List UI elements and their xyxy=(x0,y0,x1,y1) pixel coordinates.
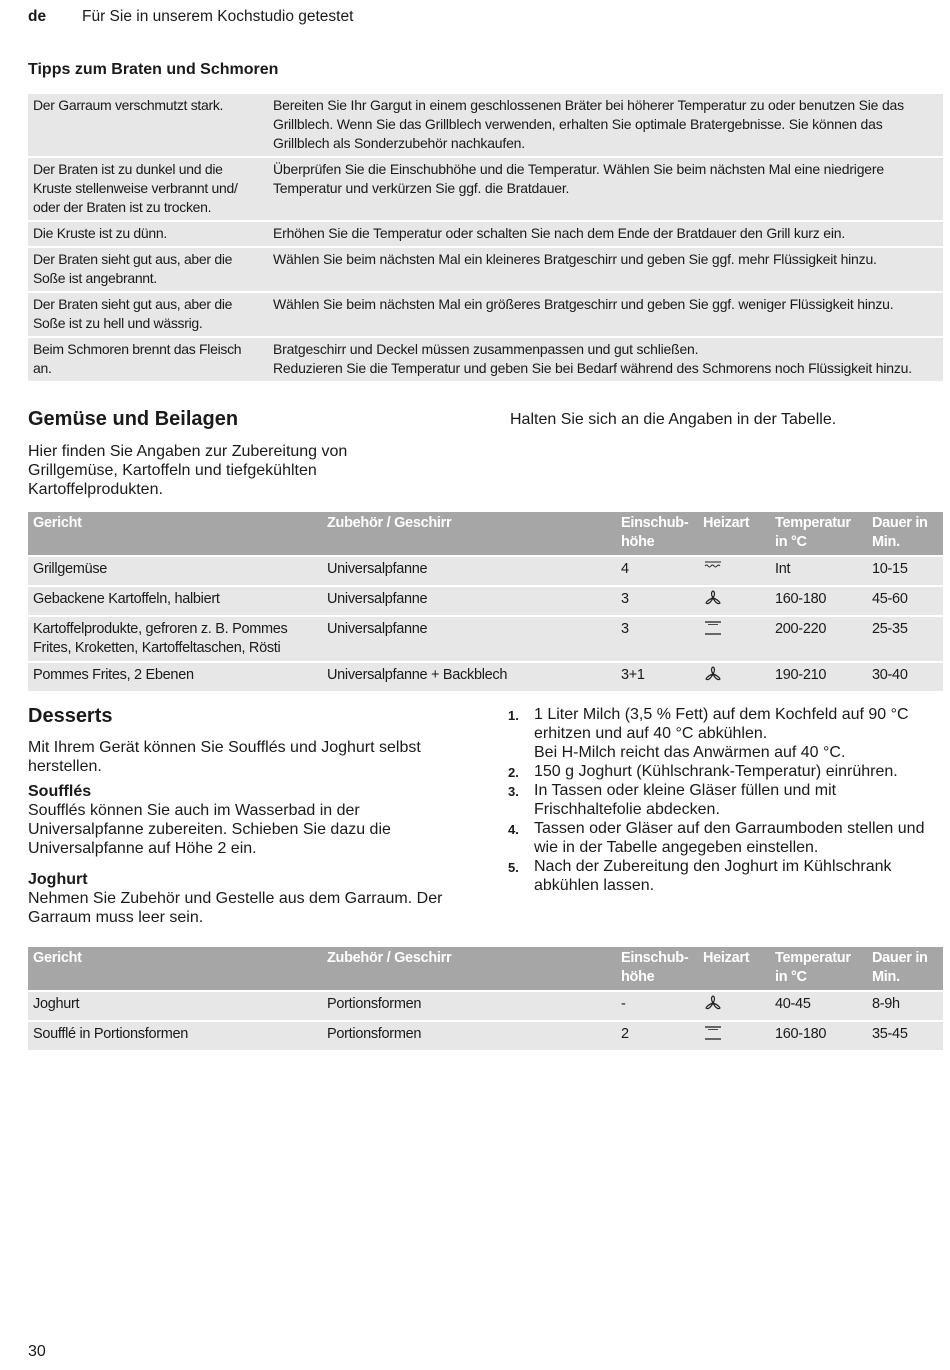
cell-temperatur: Int xyxy=(770,556,867,586)
step-item xyxy=(508,857,938,895)
fan-icon xyxy=(703,995,723,1017)
step-number: 1. xyxy=(508,708,519,723)
table-row xyxy=(28,991,943,1021)
step-number: 3. xyxy=(508,784,519,799)
fan-icon xyxy=(703,590,723,612)
cell-temperatur: 190-210 xyxy=(770,662,867,691)
cell-heizart xyxy=(698,616,770,662)
table-row xyxy=(28,1021,943,1050)
tipp-row xyxy=(28,221,943,247)
table-row xyxy=(28,586,943,616)
step-number: 4. xyxy=(508,822,519,837)
tipp-solution-line: Wählen Sie beim nächsten Mal ein größeres Bratgeschirr und geben Sie ggf. weniger Flüssigkeit hinzu. xyxy=(273,296,894,312)
language-code: de xyxy=(28,8,47,25)
col-einschub: Einschub-höhe xyxy=(616,512,698,556)
cell-einschub: 3 xyxy=(616,616,698,662)
cell-gericht: Pommes Frites, 2 Ebenen xyxy=(28,662,322,691)
tipp-solution xyxy=(268,157,943,221)
cell-einschub: - xyxy=(616,991,698,1021)
col-einschub: Einschub-höhe xyxy=(616,947,698,991)
cell-gericht: Kartoffelprodukte, gefroren z. B. Pommes Frites, Kroketten, Kartoffeltaschen, Rösti xyxy=(28,616,322,662)
tipp-solution xyxy=(268,292,943,337)
step-item xyxy=(508,819,938,857)
tipp-solution-line: Bratgeschirr und Deckel müssen zusammenpassen und gut schließen. xyxy=(273,341,699,357)
desserts-table xyxy=(28,947,943,1050)
cell-dauer: 8-9h xyxy=(867,991,943,1021)
tipp-solution xyxy=(268,247,943,292)
tipp-solution xyxy=(268,221,943,247)
tipp-solution-line: Wählen Sie beim nächsten Mal ein kleineres Bratgeschirr und geben Sie ggf. mehr Flüssigkeit hinzu. xyxy=(273,251,877,267)
cell-gericht: Gebackene Kartoffeln, halbiert xyxy=(28,586,322,616)
chapter-title: Für Sie in unserem Kochstudio getestet xyxy=(82,8,354,25)
step-item xyxy=(508,705,938,762)
step-text: 1 Liter Milch (3,5 % Fett) auf dem Kochfeld auf 90 °C erhitzen und auf 40 °C abkühlen. xyxy=(534,706,909,742)
tipps-table xyxy=(28,94,943,383)
step-text: Tassen oder Gläser auf den Garraumboden stellen und wie in der Tabelle angegeben einstellen. xyxy=(534,820,925,856)
cell-zubehoer: Portionsformen xyxy=(322,1021,616,1050)
cell-einschub: 3 xyxy=(616,586,698,616)
tipp-row xyxy=(28,337,943,382)
col-gericht: Gericht xyxy=(28,947,322,991)
col-gericht: Gericht xyxy=(28,512,322,556)
col-dauer: Dauer in Min. xyxy=(867,947,943,991)
step-item xyxy=(508,762,938,781)
tipp-solution-line: Bereiten Sie Ihr Gargut in einem geschlossenen Bräter bei höherer Temperatur zu oder benutzen Sie das Grillblech. Wenn Sie das Grillblech verwenden, erhalten Sie optimale Bratergebnisse. Sie können das Grillblech als Sonderzubehör nachkaufen. xyxy=(273,97,904,151)
cell-einschub: 2 xyxy=(616,1021,698,1050)
tipp-row xyxy=(28,157,943,221)
tipp-problem: Die Kruste ist zu dünn. xyxy=(28,221,268,247)
cell-temperatur: 40-45 xyxy=(770,991,867,1021)
cell-temperatur: 160-180 xyxy=(770,586,867,616)
table-row xyxy=(28,616,943,662)
cell-heizart xyxy=(698,662,770,691)
cell-zubehoer: Portionsformen xyxy=(322,991,616,1021)
cell-temperatur: 200-220 xyxy=(770,616,867,662)
tipp-problem: Der Garraum verschmutzt stark. xyxy=(28,94,268,157)
joghurt-text: Nehmen Sie Zubehör und Gestelle aus dem Garraum. Der Garraum muss leer sein. xyxy=(28,890,443,926)
cell-zubehoer: Universalpfanne xyxy=(322,586,616,616)
cell-heizart xyxy=(698,1021,770,1050)
table-row xyxy=(28,556,943,586)
tipp-solution-line: Erhöhen Sie die Temperatur oder schalten Sie nach dem Ende der Bratdauer den Grill kurz ein. xyxy=(273,225,846,241)
step-number: 5. xyxy=(508,860,519,875)
tipps-title: Tipps zum Braten und Schmoren xyxy=(28,61,279,78)
tipp-solution xyxy=(268,337,943,382)
top-bottom-heat-icon xyxy=(703,1025,723,1047)
step-text: 150 g Joghurt (Kühlschrank-Temperatur) einrühren. xyxy=(534,763,898,780)
cell-gericht: Soufflé in Portionsformen xyxy=(28,1021,322,1050)
step-text: Nach der Zubereitung den Joghurt im Kühlschrank abkühlen lassen. xyxy=(534,858,892,894)
desserts-intro: Mit Ihrem Gerät können Sie Soufflés und Joghurt selbst herstellen. xyxy=(28,739,421,775)
tipp-solution-line: Reduzieren Sie die Temperatur und geben Sie bei Bedarf während des Schmorens noch Flüssigkeit hinzu. xyxy=(273,360,912,376)
cell-dauer: 45-60 xyxy=(867,586,943,616)
cell-zubehoer: Universalpfanne + Backblech xyxy=(322,662,616,691)
souffles-text: Soufflés können Sie auch im Wasserbad in der Universalpfanne zubereiten. Schieben Sie dazu die Universalpfanne auf Höhe 2 ein. xyxy=(28,802,391,857)
col-heizart: Heizart xyxy=(698,512,770,556)
col-temperatur: Temperatur in °C xyxy=(770,512,867,556)
tipp-row xyxy=(28,292,943,337)
top-bottom-heat-icon xyxy=(703,620,723,642)
col-zubehoer: Zubehör / Geschirr xyxy=(322,512,616,556)
cell-dauer: 10-15 xyxy=(867,556,943,586)
table-row xyxy=(28,662,943,691)
cell-heizart xyxy=(698,556,770,586)
cell-zubehoer: Universalpfanne xyxy=(322,616,616,662)
tipp-problem: Beim Schmoren brennt das Fleisch an. xyxy=(28,337,268,382)
cell-temperatur: 160-180 xyxy=(770,1021,867,1050)
table-header-row xyxy=(28,947,943,991)
table-header-row xyxy=(28,512,943,556)
gemuese-table xyxy=(28,512,943,691)
cell-dauer: 35-45 xyxy=(867,1021,943,1050)
grill-icon xyxy=(703,560,723,582)
col-zubehoer: Zubehör / Geschirr xyxy=(322,947,616,991)
souffles-title: Soufflés xyxy=(28,783,92,800)
step-number: 2. xyxy=(508,765,519,780)
page-header xyxy=(28,8,353,26)
step-note: Bei H-Milch reicht das Anwärmen auf 40 °C. xyxy=(534,744,846,761)
desserts-title: Desserts xyxy=(28,705,113,727)
cell-zubehoer: Universalpfanne xyxy=(322,556,616,586)
tipp-row xyxy=(28,94,943,157)
joghurt-steps xyxy=(508,705,938,895)
col-dauer: Dauer in Min. xyxy=(867,512,943,556)
tipp-problem: Der Braten sieht gut aus, aber die Soße ist angebrannt. xyxy=(28,247,268,292)
cell-einschub: 3+1 xyxy=(616,662,698,691)
cell-heizart xyxy=(698,586,770,616)
gemuese-title: Gemüse und Beilagen xyxy=(28,408,239,430)
fan-icon xyxy=(703,666,723,688)
col-temperatur: Temperatur in °C xyxy=(770,947,867,991)
col-heizart: Heizart xyxy=(698,947,770,991)
gemuese-hint: Halten Sie sich an die Angaben in der Tabelle. xyxy=(510,411,837,428)
tipp-row xyxy=(28,247,943,292)
cell-gericht: Grillgemüse xyxy=(28,556,322,586)
cell-dauer: 30-40 xyxy=(867,662,943,691)
page-number: 30 xyxy=(28,1343,46,1360)
tipp-problem: Der Braten ist zu dunkel und die Kruste stellenweise verbrannt und/ oder der Braten ist zu trocken. xyxy=(28,157,268,221)
tipp-solution xyxy=(268,94,943,157)
cell-gericht: Joghurt xyxy=(28,991,322,1021)
cell-einschub: 4 xyxy=(616,556,698,586)
gemuese-intro: Hier finden Sie Angaben zur Zubereitung von Grillgemüse, Kartoffeln und tiefgekühlten Kartoffelprodukten. xyxy=(28,443,348,498)
tipp-problem: Der Braten sieht gut aus, aber die Soße ist zu hell und wässrig. xyxy=(28,292,268,337)
step-item xyxy=(508,781,938,819)
cell-dauer: 25-35 xyxy=(867,616,943,662)
tipp-solution-line: Überprüfen Sie die Einschubhöhe und die Temperatur. Wählen Sie beim nächsten Mal eine niedrigere Temperatur und verkürzen Sie ggf. die Bratdauer. xyxy=(273,161,884,196)
cell-heizart xyxy=(698,991,770,1021)
step-text: In Tassen oder kleine Gläser füllen und mit Frischhaltefolie abdecken. xyxy=(534,782,837,818)
joghurt-title: Joghurt xyxy=(28,871,88,888)
